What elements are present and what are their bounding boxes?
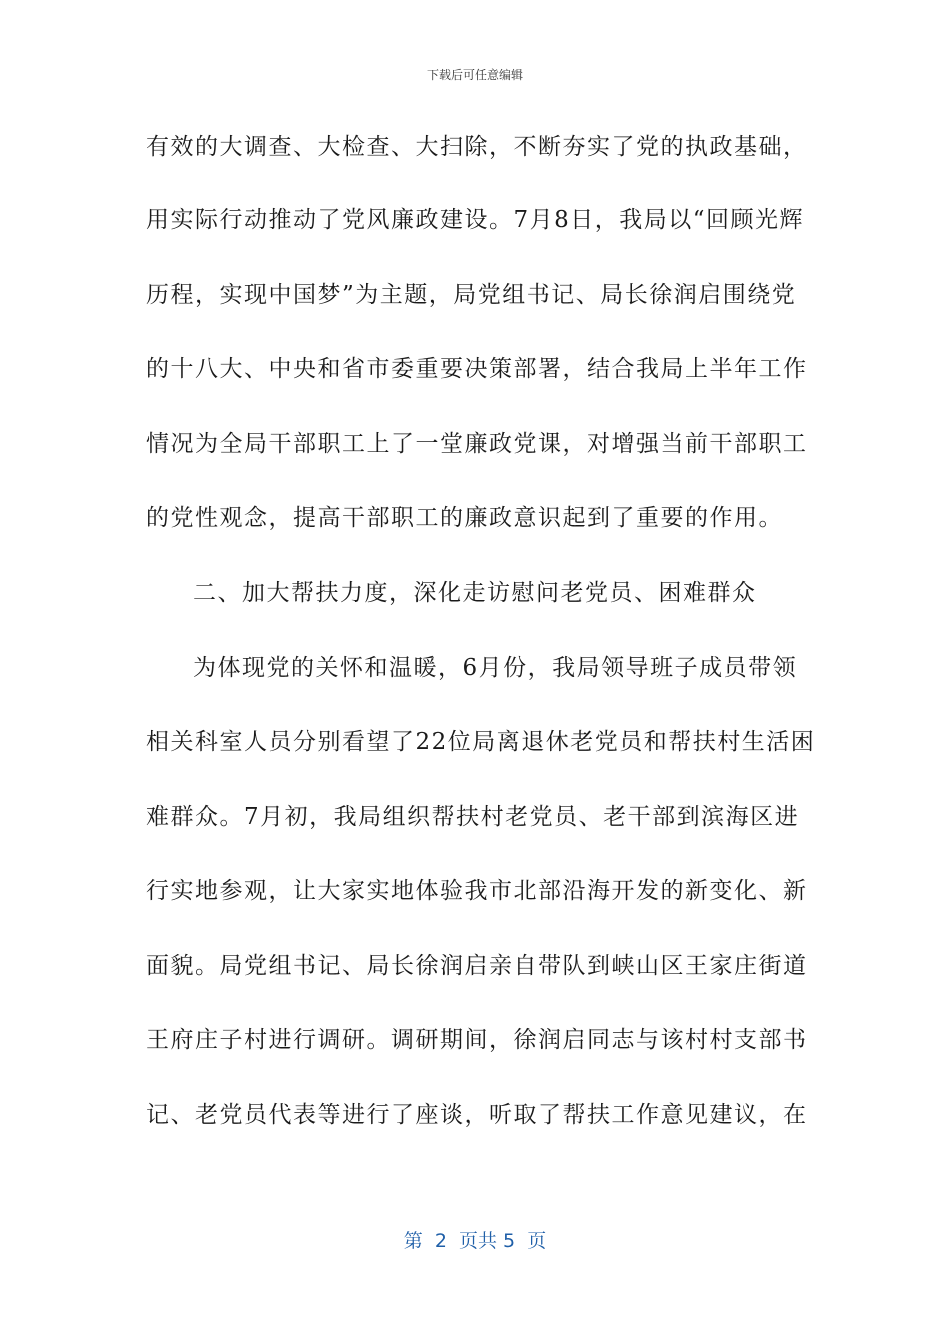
body-line: 有效的大调查、大检查、大扫除，不断夯实了党的执政基础， — [146, 134, 808, 160]
body-line: 用实际行动推动了党风廉政建设。7月8日，我局以“回顾光辉 — [146, 207, 805, 233]
body-line: 行实地参观，让大家实地体验我市北部沿海开发的新变化、新 — [146, 878, 808, 904]
body-line: 相关科室人员分别看望了22位局离退休老党员和帮扶村生活困 — [146, 729, 816, 755]
body-line: 面貌。局党组书记、局长徐润启亲自带队到峡山区王家庄街道 — [146, 953, 808, 979]
section-heading: 二、加大帮扶力度，深化走访慰问老党员、困难群众 — [193, 580, 757, 606]
body-line: 情况为全局干部职工上了一堂廉政党课，对增强当前干部职工 — [146, 431, 808, 457]
body-line: 难群众。7月初，我局组织帮扶村老党员、老干部到滨海区进 — [146, 804, 800, 830]
body-line: 王府庄子村进行调研。调研期间，徐润启同志与该村村支部书 — [146, 1027, 808, 1053]
header-note: 下载后可任意编辑 — [426, 68, 523, 82]
body-line: 的十八大、中央和省市委重要决策部署，结合我局上半年工作 — [146, 356, 808, 382]
body-line: 为体现党的关怀和温暖，6月份，我局领导班子成员带领 — [193, 655, 798, 681]
body-line: 记、老党员代表等进行了座谈，听取了帮扶工作意见建议，在 — [146, 1102, 808, 1128]
page-number: 第 2 页共 5 页 — [403, 1230, 547, 1252]
body-line: 历程，实现中国梦”为主题，局党组书记、局长徐润启围绕党 — [146, 282, 797, 308]
body-line: 的党性观念，提高干部职工的廉政意识起到了重要的作用。 — [146, 505, 783, 531]
